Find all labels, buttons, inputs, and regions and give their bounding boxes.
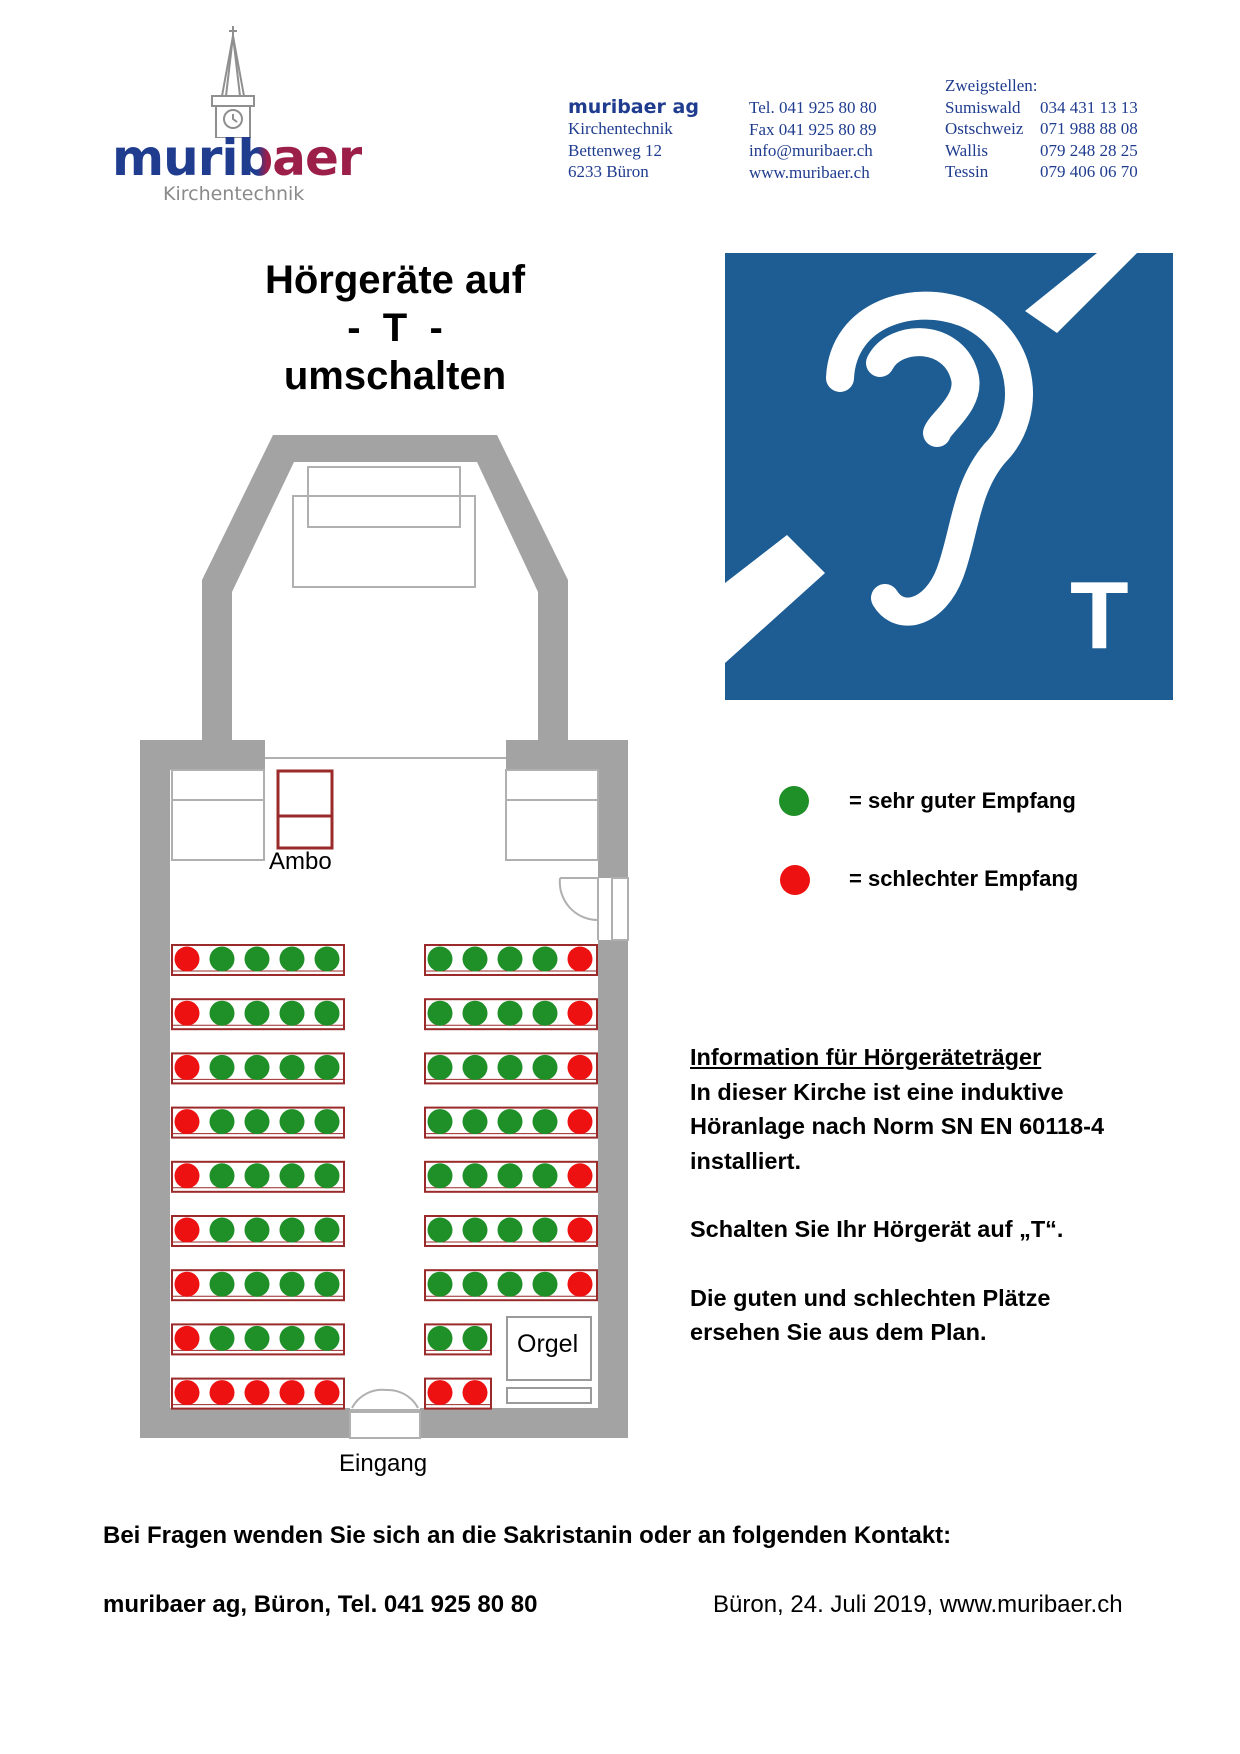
seat-good: [245, 1218, 270, 1243]
seat-good: [428, 1001, 453, 1026]
seat-good: [463, 1001, 488, 1026]
info-block: [690, 1040, 1210, 1350]
seat-good: [245, 1001, 270, 1026]
info-heading: Information für Hörgeräteträger: [690, 1044, 1042, 1070]
seat-bad: [175, 1218, 200, 1243]
contact-website[interactable]: www.muribaer.ch: [749, 162, 870, 182]
company-name: muribaer ag: [568, 96, 699, 118]
seat-good: [280, 1001, 305, 1026]
seat-good: [463, 1163, 488, 1188]
seat-good: [463, 1272, 488, 1297]
branch-phone: 079 248 28 25: [1040, 140, 1138, 160]
branch-phone: 079 406 06 70: [1040, 162, 1138, 181]
company-line: 6233 Büron: [568, 162, 649, 181]
seat-bad: [175, 947, 200, 972]
seat-bad: [568, 1055, 593, 1080]
logo-wordmark-text: muribaer: [112, 129, 362, 187]
footer-question: Bei Fragen wenden Sie sich an die Sakristanin oder an folgenden Kontakt:: [103, 1522, 952, 1549]
legend-bad-label: = schlechter Empfang: [849, 866, 1079, 891]
seat-good: [280, 947, 305, 972]
seat-good: [245, 1109, 270, 1134]
seat-good: [280, 1109, 305, 1134]
seat-bad: [568, 947, 593, 972]
seat-bad: [175, 1326, 200, 1351]
seat-good: [533, 1109, 558, 1134]
seat-bad: [175, 1272, 200, 1297]
seat-good: [498, 947, 523, 972]
seat-bad: [568, 1163, 593, 1188]
seat-bad: [245, 1380, 270, 1405]
seat-good: [210, 1163, 235, 1188]
seat-good: [315, 1055, 340, 1080]
company-line: Kirchentechnik: [568, 119, 673, 138]
seat-good: [245, 1163, 270, 1188]
seat-good: [280, 1326, 305, 1351]
footer-date-site: Büron, 24. Juli 2019, www.muribaer.ch: [713, 1591, 1123, 1618]
seat-good: [428, 1055, 453, 1080]
seat-good: [463, 947, 488, 972]
seat-good: [463, 1326, 488, 1351]
title-line: Hörgeräte auf: [264, 258, 526, 302]
seat-good: [533, 1272, 558, 1297]
ambo-label: Ambo: [269, 848, 332, 875]
seat-good: [315, 1163, 340, 1188]
contact-email[interactable]: info@muribaer.ch: [749, 141, 873, 160]
sign-letter: T: [1070, 562, 1129, 669]
seat-good: [533, 1055, 558, 1080]
seat-good: [280, 1055, 305, 1080]
seat-bad: [175, 1163, 200, 1188]
seat-bad: [568, 1109, 593, 1134]
seat-good: [498, 1055, 523, 1080]
seat-good: [428, 947, 453, 972]
seat-good: [315, 1218, 340, 1243]
seat-good: [533, 947, 558, 972]
seat-good: [428, 1109, 453, 1134]
seat-good: [315, 947, 340, 972]
logo-subtitle: Kirchentechnik: [163, 183, 305, 205]
seat-good: [245, 1272, 270, 1297]
seat-good: [210, 947, 235, 972]
seat-good: [245, 1326, 270, 1351]
seat-good: [498, 1001, 523, 1026]
contact-phone: Tel. 041 925 80 80: [749, 98, 877, 117]
seat-good: [463, 1109, 488, 1134]
seat-bad: [280, 1380, 305, 1405]
entrance-label: Eingang: [339, 1450, 428, 1477]
seat-good: [280, 1218, 305, 1243]
seat-good: [315, 1001, 340, 1026]
seat-good: [533, 1218, 558, 1243]
seat-bad: [315, 1380, 340, 1405]
branches-title: Zweigstellen:: [945, 76, 1038, 95]
orgel-label: Orgel: [517, 1330, 579, 1358]
seat-bad: [210, 1380, 235, 1405]
title-line: - T -: [347, 306, 443, 350]
footer-contact: muribaer ag, Büron, Tel. 041 925 80 80: [103, 1591, 538, 1618]
seat-good: [463, 1218, 488, 1243]
seat-good: [210, 1218, 235, 1243]
seat-bad: [175, 1109, 200, 1134]
info-line: In dieser Kirche ist eine induktive: [690, 1078, 1064, 1105]
seat-good: [428, 1272, 453, 1297]
seat-good: [280, 1163, 305, 1188]
seat-good: [315, 1272, 340, 1297]
branch-phone: 034 431 13 13: [1040, 97, 1138, 117]
seat-good: [210, 1055, 235, 1080]
seat-bad: [568, 1218, 593, 1243]
legend-good-label: = sehr guter Empfang: [849, 788, 1076, 813]
seat-good: [428, 1163, 453, 1188]
seat-good: [533, 1001, 558, 1026]
seat-good: [315, 1326, 340, 1351]
seat-bad: [175, 1055, 200, 1080]
seat-bad: [175, 1380, 200, 1405]
info-line: installiert.: [690, 1147, 802, 1174]
branch-name: Ostschweiz: [945, 119, 1024, 138]
seat-bad: [463, 1380, 488, 1405]
seat-good: [245, 947, 270, 972]
seat-good: [210, 1326, 235, 1351]
seat-good: [210, 1272, 235, 1297]
branch-name: Wallis: [945, 140, 989, 160]
seat-good: [498, 1109, 523, 1134]
company-line: Bettenweg 12: [568, 140, 662, 160]
seat-good: [280, 1272, 305, 1297]
seat-bad: [568, 1001, 593, 1026]
branch-name: Sumiswald: [945, 97, 1021, 117]
info-line: Die guten und schlechten Plätze: [690, 1284, 1051, 1311]
seat-good: [498, 1218, 523, 1243]
title-line: umschalten: [283, 354, 507, 398]
seat-good: [498, 1163, 523, 1188]
seat-good: [533, 1163, 558, 1188]
contact-fax: Fax 041 925 80 89: [749, 119, 877, 139]
ambo: [278, 771, 332, 848]
info-line: Schalten Sie Ihr Hörgerät auf „T“.: [690, 1216, 1064, 1242]
info-line: ersehen Sie aus dem Plan.: [690, 1319, 987, 1345]
seat-bad: [428, 1380, 453, 1405]
seat-bad: [568, 1272, 593, 1297]
seat-good: [245, 1055, 270, 1080]
seat-good: [210, 1109, 235, 1134]
seat-good: [210, 1001, 235, 1026]
seat-good: [315, 1109, 340, 1134]
seat-good: [428, 1326, 453, 1351]
branch-phone: 071 988 88 08: [1040, 119, 1138, 138]
branch-name: Tessin: [945, 162, 989, 181]
seat-good: [463, 1055, 488, 1080]
seat-good: [428, 1218, 453, 1243]
seat-bad: [175, 1001, 200, 1026]
info-line: Höranlage nach Norm SN EN 60118-4: [690, 1113, 1105, 1139]
seat-good: [498, 1272, 523, 1297]
